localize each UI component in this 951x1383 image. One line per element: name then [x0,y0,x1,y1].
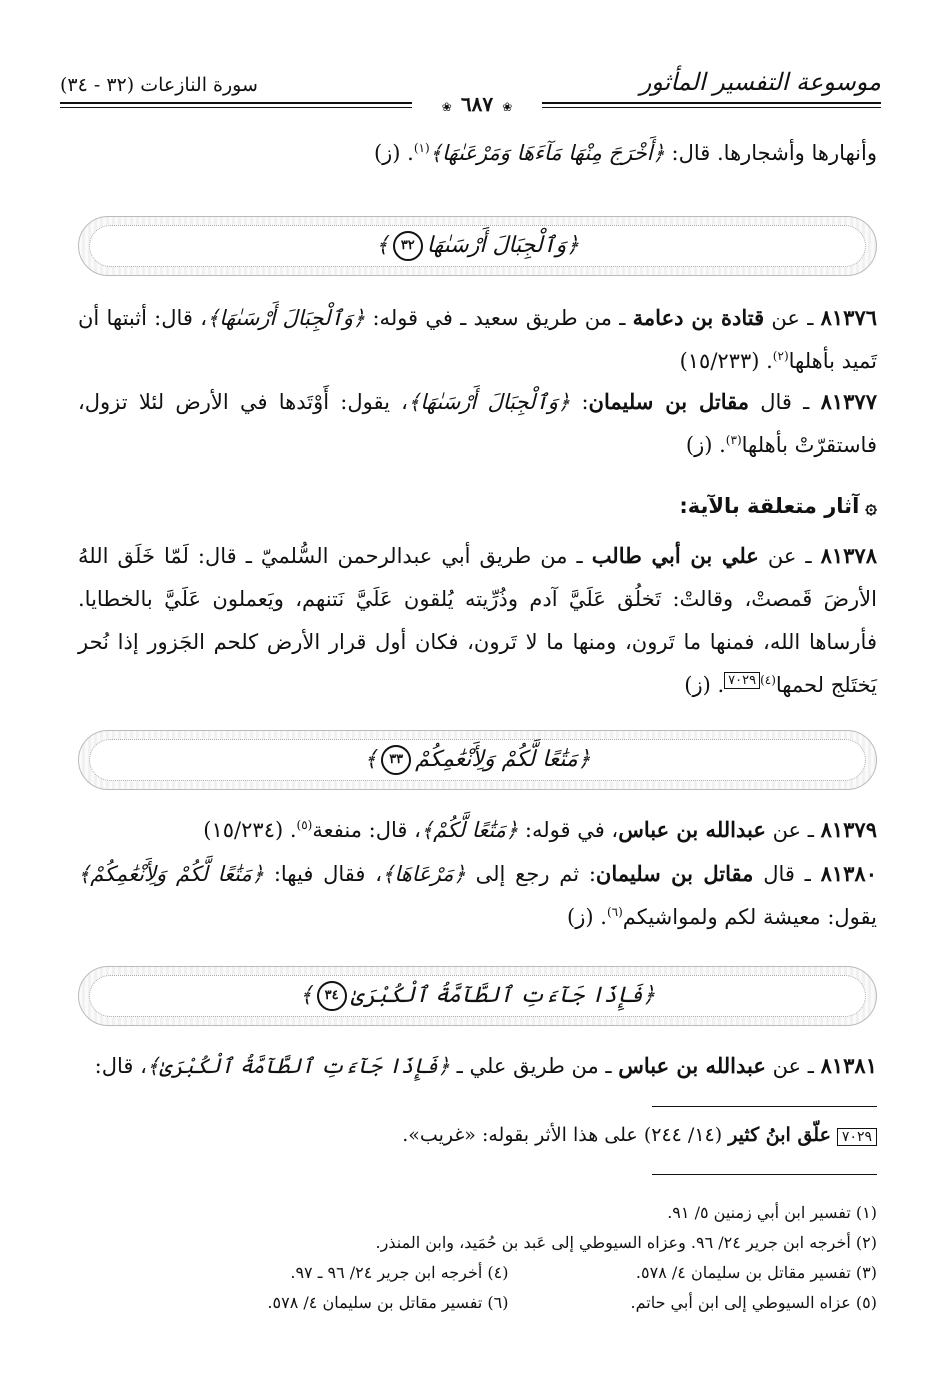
quran-quote: ﴿وَٱلْجِبَالَ أَرْسَىٰهَا﴾ [407,390,571,414]
verse-text-box [89,225,866,267]
text: ـ قال [753,862,821,886]
verse-banner-34 [78,966,877,1026]
quran-quote: ﴿مَرْعَاهَا﴾ [382,862,466,886]
footnote-3: (٣) تفسير مقاتل بن سليمان ٤/ ٥٧٨. [635,1263,877,1282]
text: . (ز) [373,141,414,165]
text: ، في قوله: [518,818,619,842]
footnote-1: (١) تفسير ابن أبي زمنين ٥/ ٩١. [667,1203,877,1222]
quran-quote: ﴿أَخْرَجَ مِنْهَا مَآءَهَا وَمَرْعَىٰهَا﴾ [429,141,665,165]
book-title: موسوعة التفسير المأثور [639,68,881,96]
footnotes [140,1198,877,1318]
text: : [570,390,589,414]
text: ـ عن [765,1054,821,1078]
narrator-name: مقاتل بن سليمان [595,861,754,886]
footnote-6: (٦) تفسير مقاتل بن سليمان ٤/ ٥٧٨. [267,1293,509,1312]
verse-text-box [89,975,866,1017]
narration-81377 [78,380,877,467]
text: ـ عن [764,306,821,330]
verse-number-icon: ٣٢ [393,231,423,261]
ornament-star-icon: ۞ [865,494,877,518]
quran-quote: ﴿وَٱلْجِبَالَ أَرْسَىٰهَا﴾ [206,306,366,330]
footnote-separator [652,1174,877,1175]
footnote-row [140,1288,877,1318]
narration-81381 [78,1044,877,1088]
text: : ثم رجع إلى [465,862,596,886]
narration-number: ٨١٣٧٨ [820,543,877,568]
footnote-marker: (٥) [296,818,313,832]
narration-number: ٨١٣٧٦ [820,305,878,330]
footnote-marker: (٣) [725,433,742,447]
text: وأنهارها وأشجارها. قال: [664,141,877,165]
verse-text: ﴿فَإِذَا جَآءَتِ ٱلطَّآمَّةُ ٱلْكُبْرَىٰ [350,983,656,1008]
heading-text: آثار متعلقة بالآية: [679,494,860,518]
narrator-name: علي بن أبي طالب [591,543,759,568]
note-separator [652,1106,877,1107]
text: ، قال: منفعة [312,818,421,842]
verse-text: ﴿مَتَٰعًا لَّكُمْ وَلِأَنْعَٰمِكُمْ [415,747,591,772]
narrator-name: عبدالله بن عباس [618,817,766,842]
footnote-2: (٢) أخرجه ابن جرير ٢٤/ ٩٦. وعزاه السيوطي إلى عَبد بن حُمَيد، وابن المنذر. [375,1233,877,1252]
narrator-name: عبدالله بن عباس [618,1053,766,1078]
text: ، يقول: أَوْتَدها في الأرض لئلا تزول، فاستقرّتْ بأهلها [78,390,877,457]
note-author: علّق ابنُ كثير [728,1124,831,1146]
verse-number-icon: ٣٣ [381,745,411,775]
text: ـ عن [758,544,821,568]
verse-text: ﴿وَٱلْجِبَالَ أَرْسَىٰهَا [426,233,580,258]
footnote-marker: (٢) [772,349,789,363]
footnote-marker: (٦) [606,905,623,919]
narration-number: ٨١٣٨٠ [820,861,877,886]
text: يقول: معيشة لكم ولمواشيكم [622,905,877,929]
quran-quote: ﴿فَإِذَا جَآءَتِ ٱلطَّآمَّةُ ٱلْكُبْرَىٰ﴾ [146,1054,450,1078]
text: . (ز) [684,673,725,697]
continuation-paragraph [78,132,877,175]
section-heading [679,494,877,518]
narration-81378 [78,534,877,707]
quran-quote: ﴿مَتَٰعًا لَّكُمْ﴾ [420,818,519,842]
narration-81380 [78,852,877,939]
narration-number: ٨١٣٧٧ [820,389,877,414]
narration-81376 [78,296,877,383]
footnote-4: (٤) أخرجه ابن جرير ٢٤/ ٩٦ ـ ٩٧. [290,1263,509,1282]
page-number: ٦٨٧ [460,92,494,116]
text: ، فقال فيها: [264,862,383,886]
footnote-row [140,1258,877,1288]
narration-number: ٨١٣٧٩ [820,817,877,842]
footnote-marker: (٤) [760,673,776,687]
verse-close: ﴾ [364,747,378,772]
text: . (ز) [567,905,607,929]
verse-close: ﴾ [375,233,389,258]
page-number-box [412,92,542,118]
text: ـ من طريق أبي عبدالرحمن السُّلميّ ـ قال: لَمّا خَلَق اللهُ الأرضَ قَمصتْ، وقالتْ: تَخلُق عَلَيَّ آدم وذُرِّيته يُلقون عَلَيَّ نَتنهم، ويَعملون عَلَيَّ بالخطايا. فأرساها الله، فمنها ما تَرون، ومنها ما لا تَرون، فكان أول قرار الأرض كلحم الجَزور إذا نُحر يَختَلج لحمها [78,544,877,697]
cross-reference-box: ٧٠٢٩ [837,1128,877,1146]
cross-reference-box: ٧٠٢٩ [724,672,760,689]
text: . (ز) [685,433,726,457]
text: ـ قال [749,390,821,414]
text: ـ من طريق علي ـ [449,1054,619,1078]
footnote-5: (٥) عزاه السيوطي إلى ابن أبي حاتم. [630,1293,877,1312]
narration-number: ٨١٣٨١ [820,1053,877,1078]
verse-number-icon: ٣٤ [317,981,347,1011]
verse-banner-33 [78,730,877,790]
sura-title: سورة النازعات (٣٢ - ٣٤) [60,74,258,96]
text: ، قال: أثبتها أن تَميد بأهلها [78,306,877,373]
verse-banner-32 [78,216,877,276]
text: . (١٥/٢٣٣) [679,349,773,373]
text: ـ من طريق سعيد ـ في قوله: [365,306,633,330]
footnote-marker: (١) [413,141,430,155]
text: . (١٥/٢٣٤) [203,818,297,842]
quran-quote: ﴿مَتَٰعًا لَّكُمْ وَلِأَنْعَٰمِكُمْ﴾ [78,862,265,886]
ornament-icon: ❀ [441,100,452,114]
ornament-icon: ❀ [502,100,513,114]
note-text: (١٤/ ٢٤٤) على هذا الأثر بقوله: «غريب». [402,1124,729,1146]
text: ، قال: [94,1054,147,1078]
verse-text-box [89,739,866,781]
narrator-name: قتادة بن دعامة [632,305,765,330]
narrator-name: مقاتل بن سليمان [588,389,749,414]
verse-close: ﴾ [299,983,313,1008]
text: ـ عن [765,818,821,842]
narration-81379 [78,808,877,852]
scholar-note [78,1124,877,1146]
